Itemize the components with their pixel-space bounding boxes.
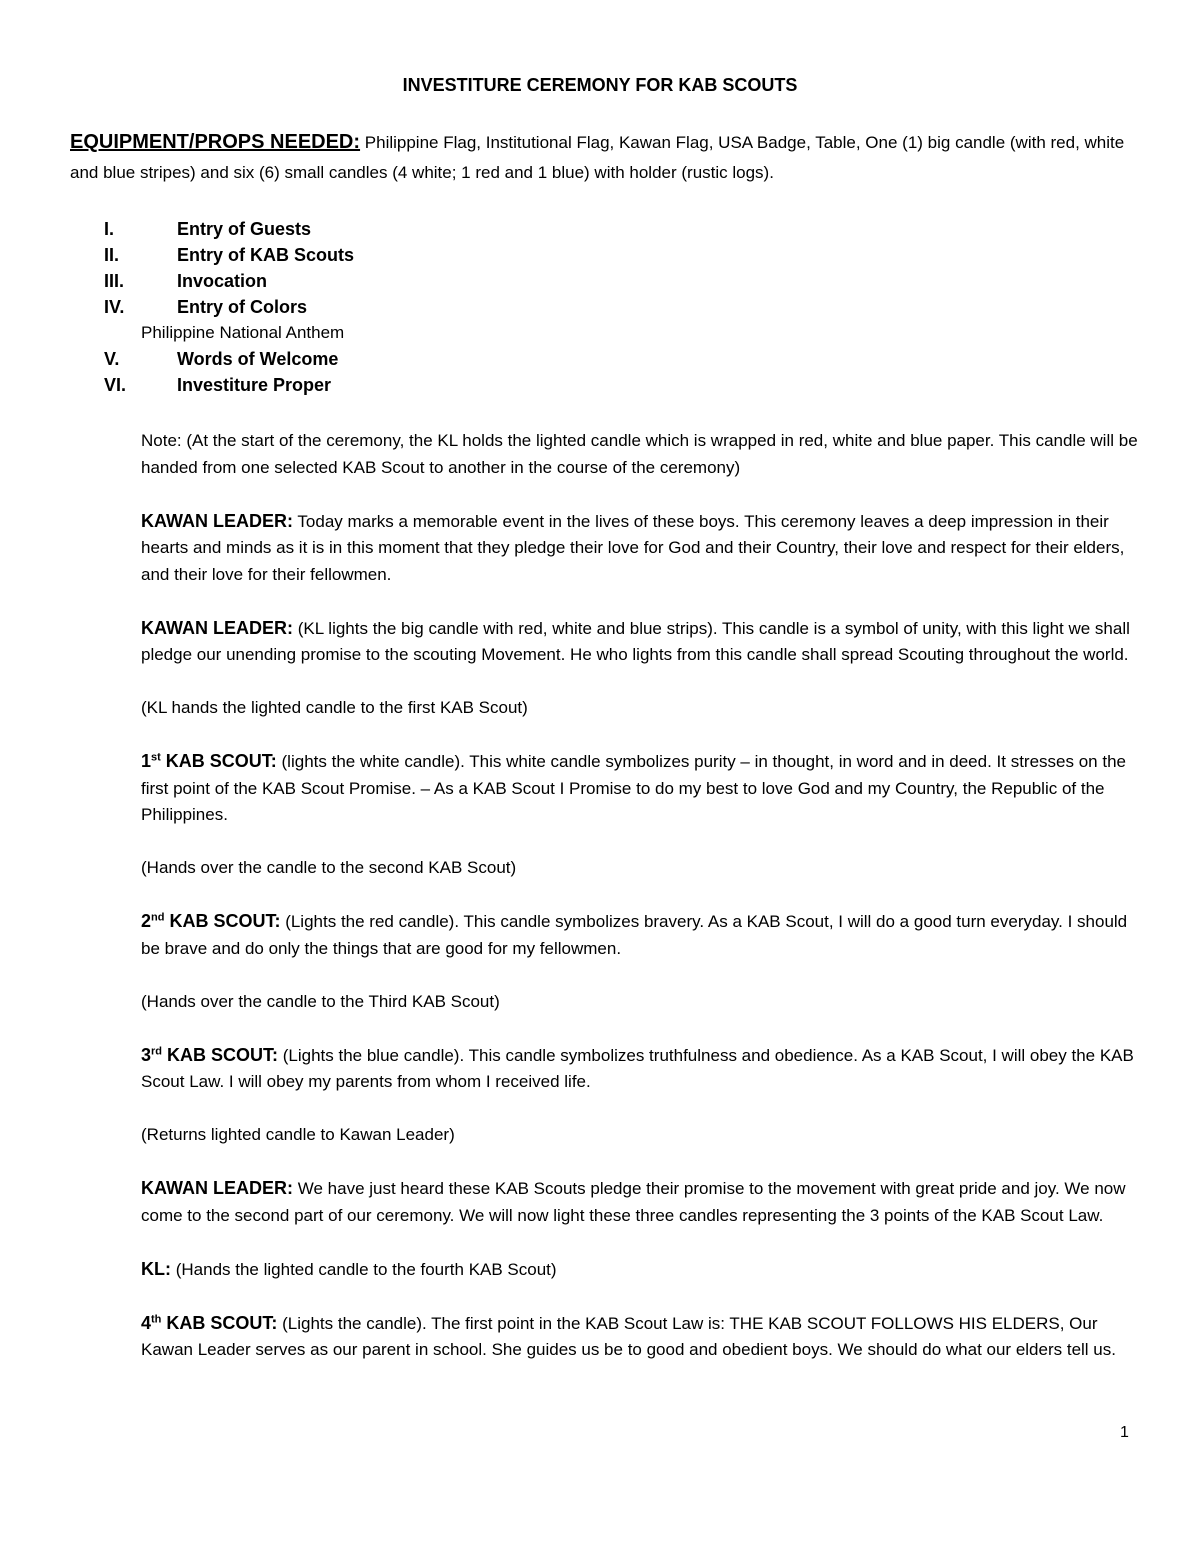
script-paragraph: 3rd KAB SCOUT: (Lights the blue candle). This candle symbolizes truthfulness and obedience. As a KAB Scout, I will obey the KAB Scout Law. I will obey my parents from whom I received life. — [141, 1044, 1134, 1091]
outline-item: I. Entry of Guests — [104, 219, 312, 239]
script-paragraph: KAWAN LEADER: (KL lights the big candle with red, white and blue strips). This candle is a symbol of unity, with this light we shall pledge our unending promise to the scouting Movement. He who lights from this candle shall spread Scouting throughout the world. — [141, 617, 1130, 664]
equipment-label: EQUIPMENT/PROPS NEEDED: — [70, 131, 361, 153]
equipment-text: Philippine Flag, Institutional Flag, Kawan Flag, USA Badge, Table, One (1) big candle (with red, white and blue stripes) and six (6) small candles (4 white; 1 red and 1 blue) with holder (rustic logs). — [70, 133, 1125, 182]
note-paragraph: Note: (At the start of the ceremony, the KL holds the lighted candle which is wrapped in red, white and blue paper. This candle will be handed from one selected KAB Scout to another in the course of the ceremony) — [141, 431, 1138, 477]
document-title: INVESTITURE CEREMONY FOR KAB SCOUTS — [402, 75, 798, 95]
speaker-label: 4 — [141, 1312, 152, 1333]
speaker-label: 3 — [141, 1044, 152, 1065]
script-paragraph: KAWAN LEADER: We have just heard these KAB Scouts pledge their promise to the movement with great pride and joy. We now come to the second part of our ceremony. We will now light these three candles representing the 3 points of the KAB Scout Law. — [141, 1178, 1126, 1225]
script-paragraph: KAWAN LEADER: Today marks a memorable event in the lives of these boys. This ceremony leaves a deep impression in their hearts and minds as it is in this moment that they pledge their love for God and their Country, their love and respect for their elders, and their love for their fellowmen. — [141, 510, 1125, 584]
outline-item: III. Invocation — [104, 271, 268, 291]
outline-subitem: Philippine National Anthem — [141, 323, 345, 342]
speaker-label: KAWAN LEADER — [141, 510, 288, 531]
script-paragraph: 2nd KAB SCOUT: (Lights the red candle). This candle symbolizes bravery. As a KAB Scout, I will do a good turn everyday. I should be brave and do only the things that are good for my fellowmen. — [141, 911, 1128, 958]
speaker-label: 1 — [141, 751, 152, 771]
outline-item: V. Words of Welcome — [104, 349, 339, 369]
outline-item: IV. Entry of Colors — [104, 297, 308, 317]
stage-direction: (Returns lighted candle to Kawan Leader) — [141, 1125, 455, 1144]
speaker-label: 2 — [141, 911, 152, 931]
speaker-label: KAWAN LEADER — [141, 1178, 288, 1198]
stage-direction: (KL hands the lighted candle to the first KAB Scout) — [141, 698, 528, 717]
outline-item: II. Entry of KAB Scouts — [104, 245, 355, 265]
page-number: 1 — [1120, 1424, 1129, 1441]
script-paragraph: KL: (Hands the lighted candle to the fourth KAB Scout) — [141, 1258, 557, 1279]
equipment-section — [70, 127, 1130, 188]
program-outline — [104, 216, 704, 398]
ceremony-script — [141, 428, 1141, 1390]
stage-direction: (Hands over the candle to the Third KAB Scout) — [141, 991, 500, 1011]
script-paragraph: 1st KAB SCOUT: (lights the white candle). This white candle symbolizes purity – in thought, in word and in deed. It stresses on the first point of the KAB Scout Promise. – As a KAB Scout I Promise to do my best to love God and my Country, the Republic of the Philippines. — [141, 751, 1126, 824]
speaker-label: KAWAN LEADER — [141, 617, 288, 638]
script-paragraph: 4th KAB SCOUT: (Lights the candle). The first point in the KAB Scout Law is: THE KAB SCOUT FOLLOWS HIS ELDERS, Our Kawan Leader serves as our parent in school. She guides us be to good and obedient boys. We should do what our elders tell us. — [141, 1312, 1116, 1359]
stage-direction: (Hands over the candle to the second KAB Scout) — [141, 858, 517, 877]
outline-item: VI. Investiture Proper — [104, 375, 332, 395]
speaker-label: KL — [141, 1258, 165, 1279]
